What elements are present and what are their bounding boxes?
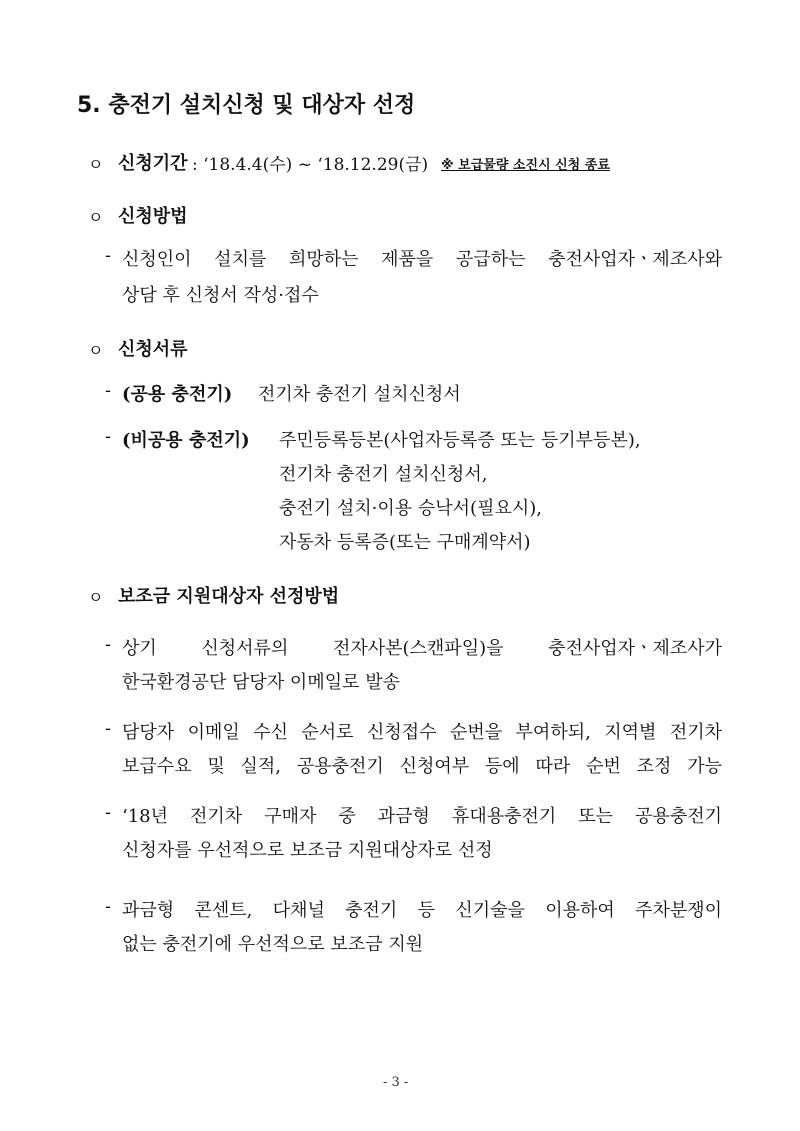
documents-label: 신청서류 (118, 339, 188, 360)
period-bullet: ㅇ (88, 155, 104, 174)
method-bullet: ㅇ (88, 208, 104, 227)
selection-item-1-line-1-text: 상기 신청서류의 전자사본(스캔파일)을 충전사업자ㆍ제조사가 (122, 638, 722, 659)
private-dash: - (105, 426, 112, 447)
selection-item-1-line-2: 한국환경공단 담당자 이메일로 발송 (122, 672, 400, 693)
selection-item-3-line-1-text: ‘18년 전기차 구매자 중 과금형 휴대용충전기 또는 공용충전기 (122, 806, 722, 827)
selection-item-1-dash: - (105, 634, 112, 655)
selection-item-4-dash: - (105, 896, 112, 917)
public-dash: - (105, 380, 112, 401)
selection-item-2-line-2 (122, 752, 722, 778)
selection-item-2-line-1 (122, 718, 722, 744)
selection-item-2-line-2-text: 보급수요 및 실적, 공용충전기 신청여부 등에 따라 순번 조정 가능 (122, 756, 722, 777)
selection-item-4-line-1 (122, 896, 722, 922)
selection-item-3-dash: - (105, 802, 112, 823)
private-tag: (비공용 충전기) (122, 430, 250, 451)
method-label: 신청방법 (118, 206, 188, 227)
method-dash: - (105, 245, 112, 266)
page-number: - 3 - (383, 1075, 409, 1090)
selection-item-2-line-1-text: 담당자 이메일 수신 순서로 신청접수 순번을 부여하되, 지역별 전기차 (122, 722, 722, 743)
documents-bullet: ㅇ (88, 341, 104, 360)
method-line-1-text: 신청인이 설치를 희망하는 제품을 공급하는 충전사업자ㆍ제조사와 (122, 249, 722, 270)
public-text: 전기차 충전기 설치신청서 (258, 384, 461, 405)
period-label: 신청기간 (118, 153, 188, 174)
selection-item-1-line-1 (122, 634, 722, 660)
public-tag: (공용 충전기) (122, 384, 233, 405)
method-line-2: 상담 후 신청서 작성·접수 (122, 285, 319, 306)
selection-item-2-dash: - (105, 718, 112, 739)
selection-item-3-line-1 (122, 802, 722, 828)
selection-label: 보조금 지원대상자 선정방법 (118, 586, 340, 607)
selection-bullet: ㅇ (88, 588, 104, 607)
method-line-1 (122, 245, 722, 271)
private-line-4: 자동차 등록증(또는 구매계약서) (279, 532, 531, 553)
selection-item-3-line-2: 신청자를 우선적으로 보조금 지원대상자로 선정 (122, 840, 493, 861)
selection-item-4-line-1-text: 과금형 콘센트, 다채널 충전기 등 신기술을 이용하여 주차분쟁이 (122, 900, 722, 921)
section-heading: 5. 충전기 설치신청 및 대상자 선정 (77, 93, 416, 118)
period-value: : ‘18.4.4(수) ~ ‘18.12.29(금) (192, 155, 429, 175)
period-note: ※ 보급물량 소진시 신청 종료 (441, 158, 610, 173)
selection-item-4-line-2: 없는 충전기에 우선적으로 보조금 지원 (122, 934, 424, 955)
private-line-1: 주민등록등본(사업자등록증 또는 등기부등본), (279, 430, 641, 451)
private-line-2: 전기차 충전기 설치신청서, (279, 464, 488, 485)
private-line-3: 충전기 설치·이용 승낙서(필요시), (279, 498, 542, 519)
